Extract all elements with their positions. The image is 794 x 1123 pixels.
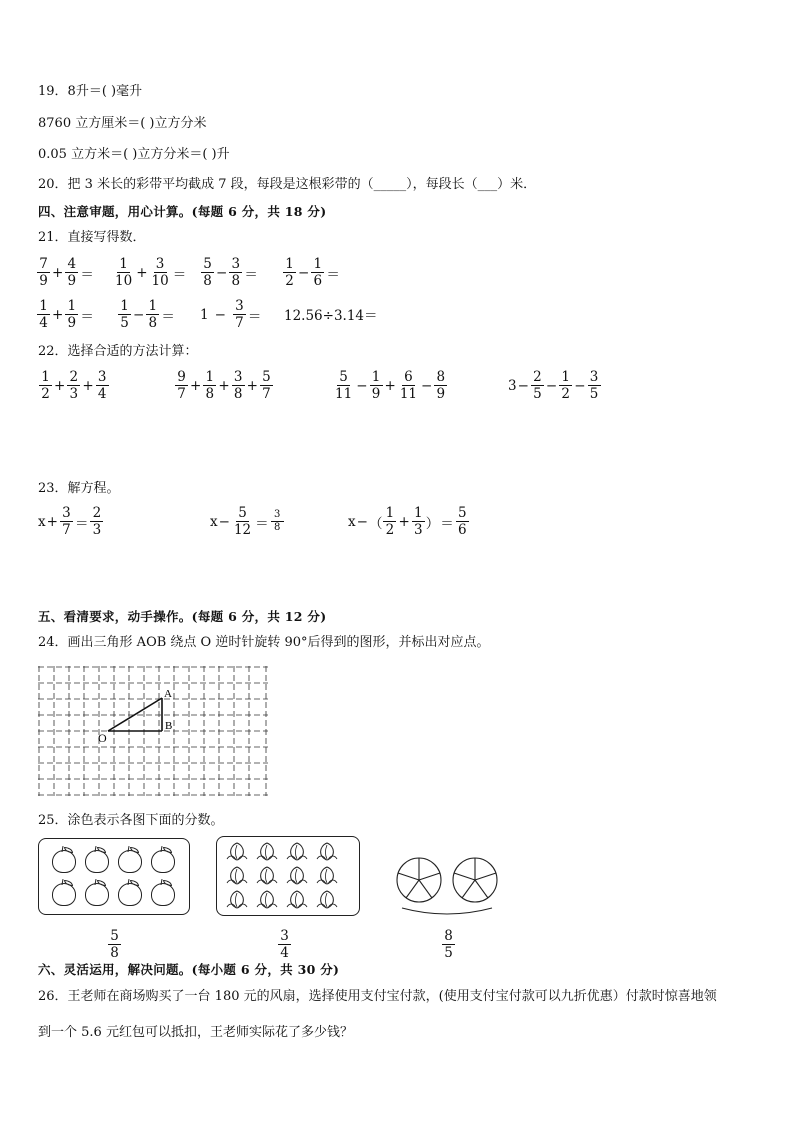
triangle-aob — [108, 698, 162, 731]
q19-line1: 19．8升＝( )毫升 — [38, 84, 143, 99]
q21-expr-1: 7 9 + $\frac{4}{9}$ ＝ — [36, 256, 95, 289]
section5-title: 五、看清要求，动手操作。(每题 6 分，共 12 分) — [38, 609, 327, 624]
peach-icon — [227, 867, 247, 884]
q21-expr-8: 12.56÷3.14＝ — [284, 308, 378, 324]
q25-fraction-2: 3 4 — [277, 928, 292, 961]
q21-expr-5: 1 4 + $\frac{1}{9}$ ＝ — [36, 298, 95, 331]
apple-icon — [52, 850, 76, 873]
q26-line2: 到一个 5.6 元红包可以抵扣，王老师实际花了多少钱？ — [38, 1025, 353, 1040]
peach-icon — [287, 867, 307, 884]
q23-eq-3: x − （ 1 2 + $\frac{1}{3}$ ） ＝ 5 6 — [348, 505, 470, 538]
peach-icon — [317, 891, 337, 908]
q26-line1: 26．王老师在商场购买了一台 180 元的风扇，选择使用支付宝付款，(使用支付宝付款可以九折优惠）付款时惊喜地领 — [38, 989, 717, 1004]
apple-icon — [52, 883, 76, 906]
q23-eq-1: x + $\frac{3}{7}$ ＝ 2 3 — [38, 505, 104, 538]
label-o: O — [98, 731, 107, 745]
peach-icon — [317, 843, 337, 860]
q19-line2: 8760 立方厘米＝( )立方分米 — [38, 116, 207, 131]
q21-expr-2: 1 10 + $\frac{3}{10}$ ＝ — [115, 256, 187, 289]
q22-expr-2: 9 7 + $\frac{1}{8}$ + $\frac{3}{8}$ + $\frac{5}{7}$ — [174, 369, 274, 402]
q23-eq-2: x − $\frac{5}{12}$ ＝ 3 8 — [210, 505, 285, 538]
q21-expr-3: 5 8 − $\frac{3}{8}$ ＝ — [200, 256, 259, 289]
apples-box — [38, 838, 190, 915]
label-a: A — [164, 688, 172, 700]
peach-icon — [227, 843, 247, 860]
q22-expr-1: 1 2 + $\frac{2}{3}$ + $\frac{3}{4}$ — [38, 369, 110, 402]
peach-icon — [227, 891, 247, 908]
section4-title: 四、注意审题，用心计算。(每题 6 分，共 18 分) — [38, 204, 327, 219]
q21-expr-7: 1 − $\frac{3}{7}$ ＝ — [200, 298, 262, 331]
peach-icon — [257, 891, 277, 908]
q19-line3: 0.05 立方米＝( )立方分米＝( )升 — [38, 147, 230, 162]
apple-icon — [118, 850, 142, 873]
q25-fraction-1: 5 8 — [107, 928, 122, 961]
q22-expr-3: 5 11 − $\frac{1}{9}$ + $\frac{6}{11}$ − $\frac{8}{9}$ — [332, 369, 448, 402]
q25-text: 25．涂色表示各图下面的分数。 — [38, 813, 224, 828]
label-b: B — [165, 720, 173, 732]
q22-title: 22．选择合适的方法计算： — [38, 344, 198, 359]
apple-icon — [85, 850, 109, 873]
apple-icon — [151, 883, 175, 906]
q25-fraction-3: 8 5 — [441, 928, 456, 961]
apple-icon — [118, 883, 142, 906]
q24-text: 24．画出三角形 AOB 绕点 O 逆时针旋转 90°后得到的图形，并标出对应点。 — [38, 635, 490, 650]
q23-title: 23．解方程。 — [38, 481, 120, 496]
q21-expr-6: 1 5 − $\frac{1}{8}$ ＝ — [117, 298, 176, 331]
rotation-grid — [38, 666, 270, 802]
apple-icon — [85, 883, 109, 906]
apple-icon — [151, 850, 175, 873]
peach-icon — [317, 867, 337, 884]
q21-expr-4: 1 2 − $\frac{1}{6}$ ＝ — [282, 256, 341, 289]
section6-title: 六、灵活运用，解决问题。(每小题 6 分，共 30 分) — [38, 962, 340, 977]
peach-icon — [257, 867, 277, 884]
peach-icon — [257, 843, 277, 860]
q21-title: 21．直接写得数． — [38, 230, 146, 245]
peach-icon — [287, 891, 307, 908]
peaches-box — [216, 836, 360, 916]
q22-expr-4: 3 − $\frac{2}{5}$ − $\frac{1}{2}$ − $\frac{3}{5}$ — [508, 369, 602, 402]
q20-text: 20．把 3 米长的彩带平均截成 7 段，每段是这根彩带的（_____），每段长（___）米． — [38, 177, 537, 192]
peach-icon — [287, 843, 307, 860]
circles-figure — [392, 852, 504, 926]
